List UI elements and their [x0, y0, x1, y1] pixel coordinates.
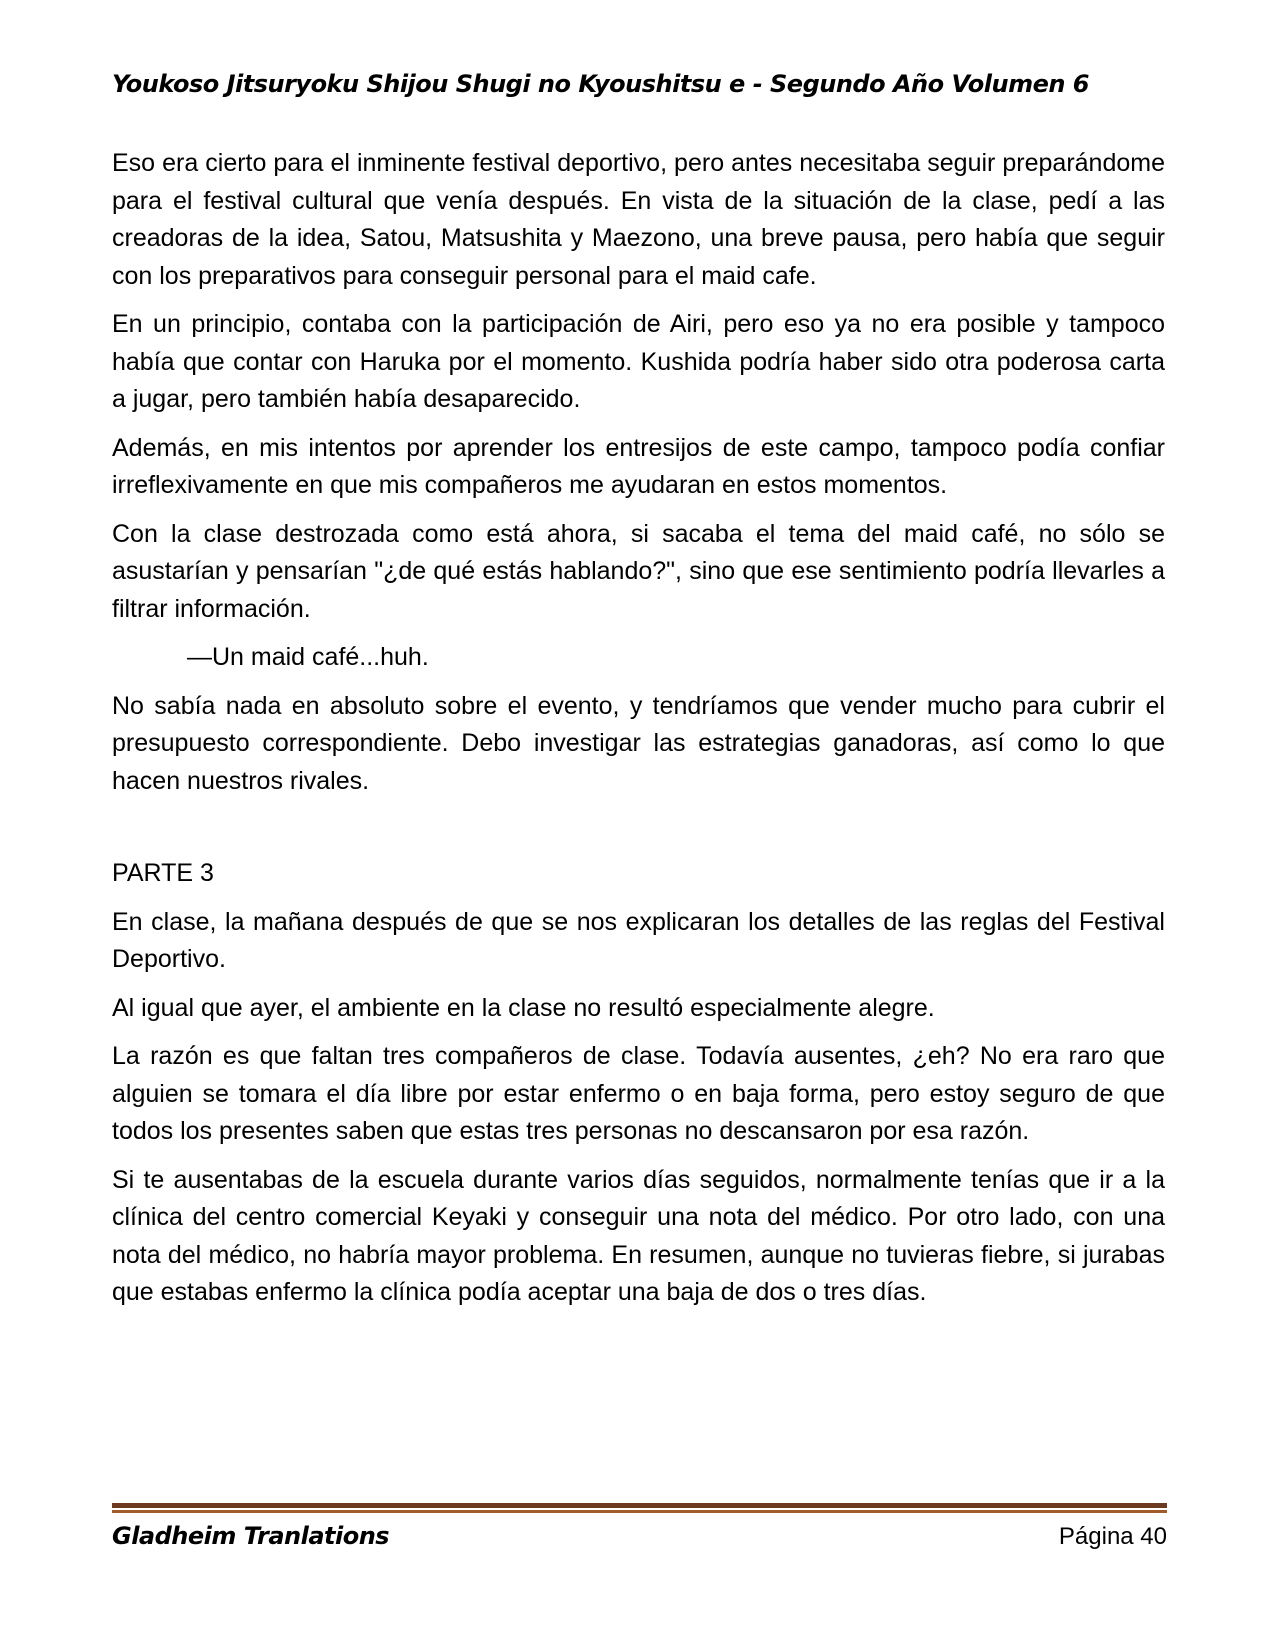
paragraph: Eso era cierto para el inminente festival deportivo, pero antes necesitaba seguir preparándome para el festival cultural que venía después. En vista de la situación de la clase, pedí a las creadoras de la idea, Satou, Matsushita y Maezono, una breve pausa, pero había que seguir con los preparativos para conseguir personal para el maid cafe.	[112, 149, 1165, 290]
page-footer	[112, 1503, 1167, 1551]
paragraph: La razón es que faltan tres compañeros de clase. Todavía ausentes, ¿eh? No era raro que alguien se tomara el día libre por estar enfermo o en baja forma, pero estoy seguro de que todos los presentes saben que estas tres personas no descansaron por esa razón.	[112, 1042, 1165, 1145]
dialogue-line: —Un maid café...huh.	[187, 643, 429, 671]
paragraph: Si te ausentabas de la escuela durante varios días seguidos, normalmente tenías que ir a la clínica del centro comercial Keyaki y conseguir una nota del médico. Por otro lado, con una nota del médico, no habría mayor problema. En resumen, aunque no tuvieras fiebre, si jurabas que estabas enfermo la clínica podía aceptar una baja de dos o tres días.	[112, 1165, 1165, 1306]
paragraph: En clase, la mañana después de que se nos explicaran los detalles de las reglas del Festival Deportivo.	[112, 907, 1165, 973]
paragraph: Además, en mis intentos por aprender los entresijos de este campo, tampoco podía confiar irreflexivamente en que mis compañeros me ayudaran en estos momentos.	[112, 433, 1165, 499]
section-heading: PARTE 3	[112, 859, 214, 887]
page-body	[112, 145, 1165, 1323]
translator-brand: Gladheim Tranlations	[112, 1522, 390, 1550]
footer-row	[112, 1522, 1167, 1551]
paragraph: Con la clase destrozada como está ahora, si sacaba el tema del maid café, no sólo se asustarían y pensarían "¿de qué estás hablando?", sino que ese sentimiento podría llevarles a filtrar información.	[112, 519, 1165, 623]
paragraph: En un principio, contaba con la participación de Airi, pero eso ya no era posible y tampoco había que contar con Haruka por el momento. Kushida podría haber sido otra poderosa carta a jugar, pero también había desaparecido.	[112, 310, 1165, 413]
page-number: Página 40	[1058, 1523, 1167, 1550]
footer-rule	[112, 1503, 1167, 1513]
running-header-title: Youkoso Jitsuryoku Shijou Shugi no Kyoushitsu e - Segundo Año Volumen 6	[112, 70, 1089, 98]
paragraph: No sabía nada en absoluto sobre el evento, y tendríamos que vender mucho para cubrir el presupuesto correspondiente. Debo investigar las estrategias ganadoras, así como lo que hacen nuestros rivales.	[112, 691, 1165, 795]
paragraph: Al igual que ayer, el ambiente en la clase no resultó especialmente alegre.	[112, 993, 935, 1022]
page-header	[112, 68, 1167, 100]
